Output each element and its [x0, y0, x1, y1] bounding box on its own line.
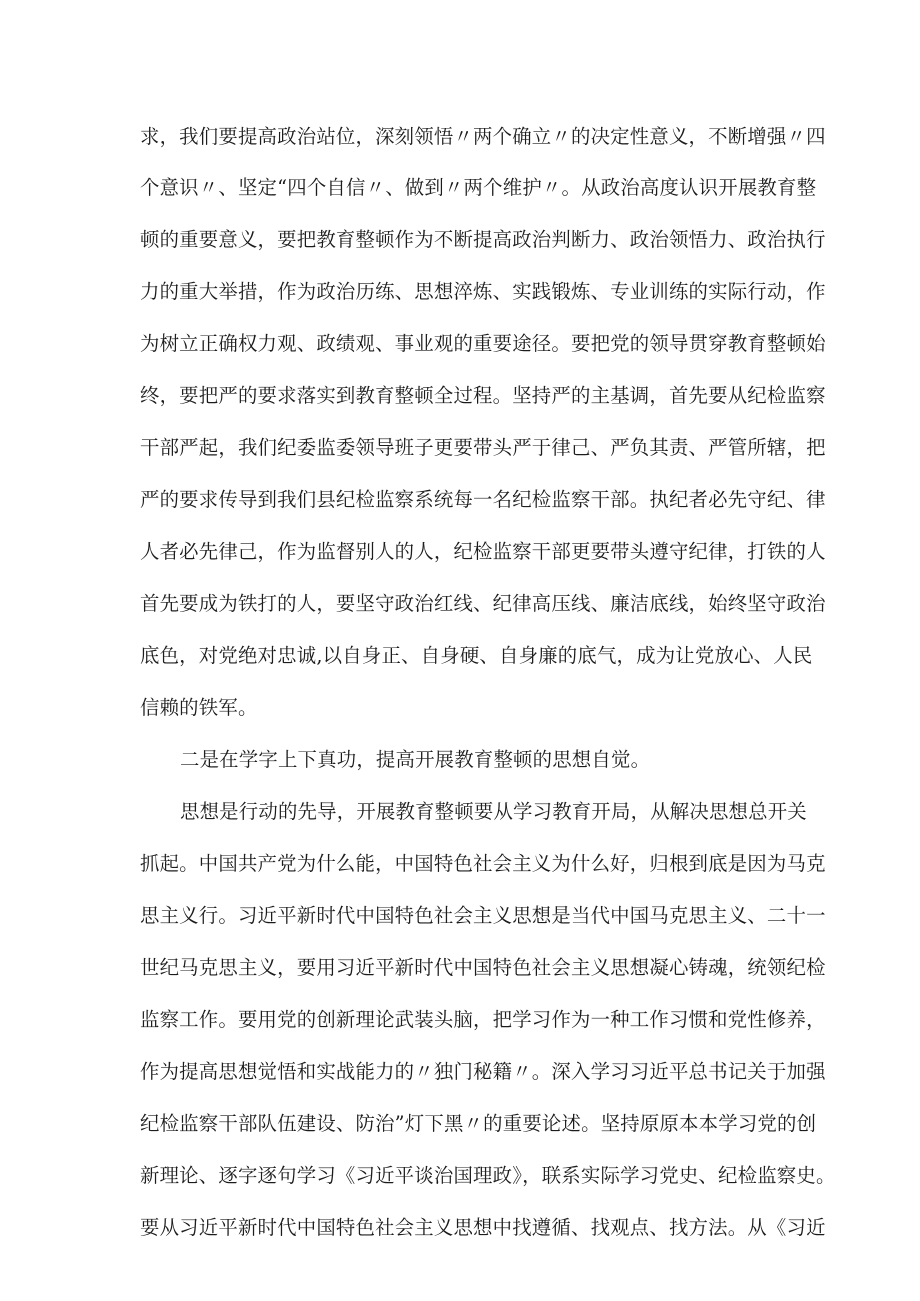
- text-line: 人者必先律己，作为监督别人的人，纪检监察干部更要带头遵守纪律，打铁的人: [140, 540, 826, 563]
- text-line: 力的重大举措，作为政治历练、思想淬炼、实践锻炼、专业训练的实际行动，作: [140, 280, 826, 303]
- text-line: 干部严起，我们纪委监委领导班子更要带头严于律己、严负其责、严管所辖，把: [140, 436, 826, 459]
- text-line: 终，要把严的要求落实到教育整顿全过程。坚持严的主基调，首先要从纪检监察: [140, 384, 826, 407]
- text-line: 纪检监察干部队伍建设、防治”灯下黑〃的重要论述。坚持原原本本学习党的创: [140, 1112, 817, 1135]
- text-line: 思主义行。习近平新时代中国特色社会主义思想是当代中国马克思主义、二十一: [140, 904, 826, 927]
- text-line: 个意识〃、坚定“四个自信〃、做到〃两个维护〃。从政治高度认识开展教育整: [140, 176, 817, 199]
- text-line: 严的要求传导到我们县纪检监察系统每一名纪检监察干部。执纪者必先守纪、律: [140, 488, 826, 511]
- text-line: 信赖的铁军。: [140, 696, 258, 719]
- text-line: 抓起。中国共产党为什么能，中国特色社会主义为什么好，归根到底是因为马克: [140, 852, 826, 875]
- text-line: 顿的重要意义，要把教育整顿作为不断提高政治判断力、政治领悟力、政治执行: [140, 228, 826, 251]
- section-heading: 二是在学字上下真功，提高开展教育整顿的思想自觉。: [180, 748, 651, 771]
- text-line: 要从习近平新时代中国特色社会主义思想中找遵循、找观点、找方法。从《习近: [140, 1216, 826, 1239]
- text-line: 监察工作。要用党的创新理论武装头脑，把学习作为一种工作习惯和党性修养，: [140, 1008, 826, 1031]
- text-line: 思想是行动的先导，开展教育整顿要从学习教育开局，从解决思想总开关: [180, 800, 807, 823]
- text-line: 世纪马克思主义，要用习近平新时代中国特色社会主义思想凝心铸魂，统领纪检: [140, 956, 826, 979]
- text-line: 求，我们要提高政治站位，深刻领悟〃两个确立〃的决定性意义，不断增强〃四: [140, 125, 826, 148]
- text-line: 作为提高思想觉悟和实战能力的〃独门秘籍〃。深入学习习近平总书记关于加强: [140, 1060, 826, 1083]
- text-line: 新理论、逐字逐句学习《习近平谈治国理政》，联系实际学习党史、纪检监察史。: [140, 1164, 836, 1187]
- text-line: 首先要成为铁打的人，要坚守政治红线、纪律高压线、廉洁底线，始终坚守政治: [140, 592, 826, 615]
- text-line: 为树立正确权力观、政绩观、事业观的重要途径。要把党的领导贯穿教育整顿始: [140, 332, 826, 355]
- text-line: 底色，对党绝对忠诚,以自身正、自身硬、自身廉的底气，成为让党放心、人民: [140, 644, 813, 667]
